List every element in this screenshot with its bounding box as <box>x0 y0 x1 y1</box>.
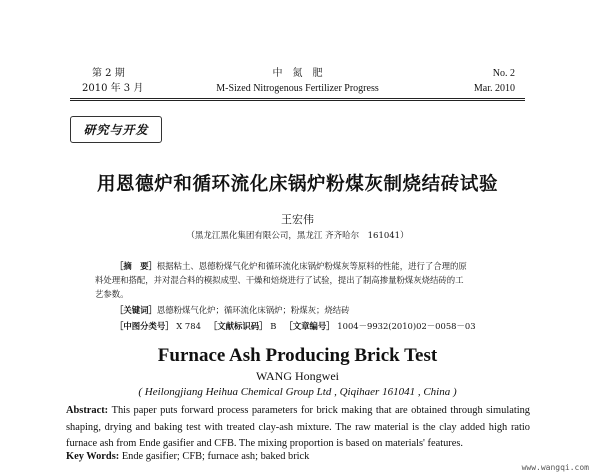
header-issue-en: No. 2 <box>492 68 515 79</box>
section-badge-label: 研究与开发 <box>83 123 149 137</box>
affiliation-cn: （黑龙江黑化集团有限公司，黑龙江 齐齐哈尔 161041） <box>186 231 409 241</box>
abstract-en-colon: : <box>104 405 112 416</box>
abstract-cn-line-3: 艺参数。 <box>95 289 129 299</box>
header-issue-cn: 第 2 期 <box>92 68 125 79</box>
doc-code-value: B <box>270 321 277 331</box>
keywords-en-colon: : <box>115 451 122 462</box>
header-rule <box>70 98 525 99</box>
abstract-en-label: Abstract <box>66 405 105 416</box>
affiliation-en: ( Heilongjiang Heihua Chemical Group Ltd , Qiqihaer 161041 , China ) <box>138 386 457 398</box>
abstract-cn-text-1: 根据粘土、恩德粉煤气化炉和循环流化床锅炉粉煤灰等原料的性能，进行了合理的原 <box>156 261 467 271</box>
article-number-label: ［文章编号］ <box>284 321 335 331</box>
header-journal-cn: 中 氮 肥 <box>272 68 323 79</box>
abstract-en-text: This paper puts forward process parameters for brick making that are obtained through simulating shaping, drying and baking test with treated clay-ash mixture. The raw material is the clay added high ratio furnace ash from Ende gasifier and CFB. The mixing proportion is based on materials' features. <box>66 405 531 449</box>
header-date-cn: 2010 年 3 月 <box>82 83 144 94</box>
title-cn: 用恩德炉和循环流化床锅炉粉煤灰制烧结砖试验 <box>96 174 499 195</box>
header-rule-thin <box>70 100 525 101</box>
author-cn: 王宏伟 <box>281 213 314 226</box>
header-date-en: Mar. 2010 <box>473 83 515 94</box>
keywords-en-text: Ende gasifier; CFB; furnace ash; baked brick <box>121 451 310 462</box>
keywords-cn-label: ［关键词］ <box>115 305 157 315</box>
keywords-cn <box>95 303 515 317</box>
doc-code-label: ［文献标识码］ <box>208 321 268 331</box>
section-badge <box>70 116 162 143</box>
keywords-en <box>66 449 530 466</box>
abstract-cn-line-2: 料处理和搭配，并对混合料的模拟成型、干燥和焙烧进行了试验，提出了制高掺量粉煤灰烧结砖的工 <box>95 275 464 285</box>
title-en: Furnace Ash Producing Brick Test <box>157 345 438 366</box>
clc-value: X 784 <box>176 321 201 331</box>
abstract-en <box>66 403 530 453</box>
abstract-cn <box>95 259 515 333</box>
abstract-cn-label: ［摘 要］ <box>115 261 157 271</box>
keywords-en-label: Key Words <box>66 451 116 462</box>
author-en: WANG Hongwei <box>256 369 339 383</box>
classification-line <box>95 319 515 333</box>
keywords-cn-text: 恩德粉煤气化炉；循环流化床锅炉；粉煤灰；烧结砖 <box>156 305 350 315</box>
article-number-value: 1004－9932(2010)02－0058－03 <box>337 321 476 331</box>
header-journal-en: M-Sized Nitrogenous Fertilizer Progress <box>216 83 379 94</box>
abstract-cn-line-1 <box>95 259 515 273</box>
clc-label: ［中图分类号］ <box>115 321 174 331</box>
watermark: www.wangqi.com <box>521 463 589 472</box>
